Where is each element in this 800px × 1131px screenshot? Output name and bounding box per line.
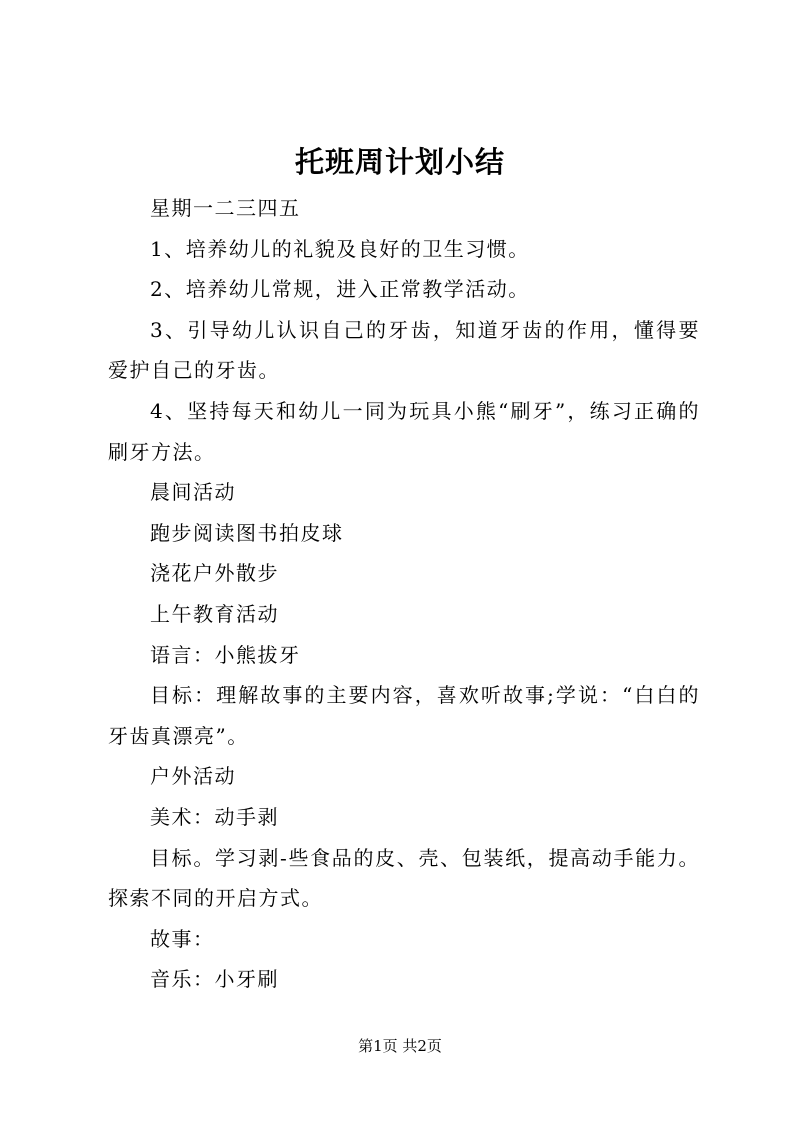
document-body xyxy=(108,188,700,1000)
document-title: 托班周计划小结 xyxy=(294,145,505,179)
paragraph-goal-2: 2、培养幼儿常规，进入正常教学活动。 xyxy=(150,277,530,302)
paragraph-language-goal: 目标：理解故事的主要内容，喜欢听故事;学说：“白白的牙齿真漂亮”。 xyxy=(108,683,700,748)
paragraph-am-education: 上午教育活动 xyxy=(150,601,279,626)
paragraph-goal-4: 4、坚持每天和幼儿一同为玩具小熊“刷牙”，练习正确的刷牙方法。 xyxy=(108,398,700,464)
paragraph-goal-3: 3、引导幼儿认识自己的牙齿，知道牙齿的作用，懂得要爱护自己的牙齿。 xyxy=(108,317,700,383)
paragraph-music: 音乐：小牙刷 xyxy=(150,967,279,992)
paragraph-story: 故事： xyxy=(150,926,215,951)
paragraph-outdoor-items: 浇花户外散步 xyxy=(150,561,279,586)
paragraph-weekdays: 星期一二三四五 xyxy=(150,196,301,220)
paragraph-language: 语言：小熊拔牙 xyxy=(150,642,301,667)
paragraph-outdoor-activity: 户外活动 xyxy=(150,764,236,789)
paragraph-art: 美术：动手剥 xyxy=(150,804,279,829)
page-footer: 第1页 共2页 xyxy=(358,1037,442,1055)
paragraph-goal-1: 1、培养幼儿的礼貌及良好的卫生习惯。 xyxy=(150,236,530,261)
paragraph-art-goal: 目标。学习剥-些食品的皮、壳、包装纸，提高动手能力。探索不同的开启方式。 xyxy=(108,845,700,911)
paragraph-morning-activity: 晨间活动 xyxy=(150,480,236,505)
paragraph-morning-items: 跑步阅读图书拍皮球 xyxy=(150,520,344,545)
